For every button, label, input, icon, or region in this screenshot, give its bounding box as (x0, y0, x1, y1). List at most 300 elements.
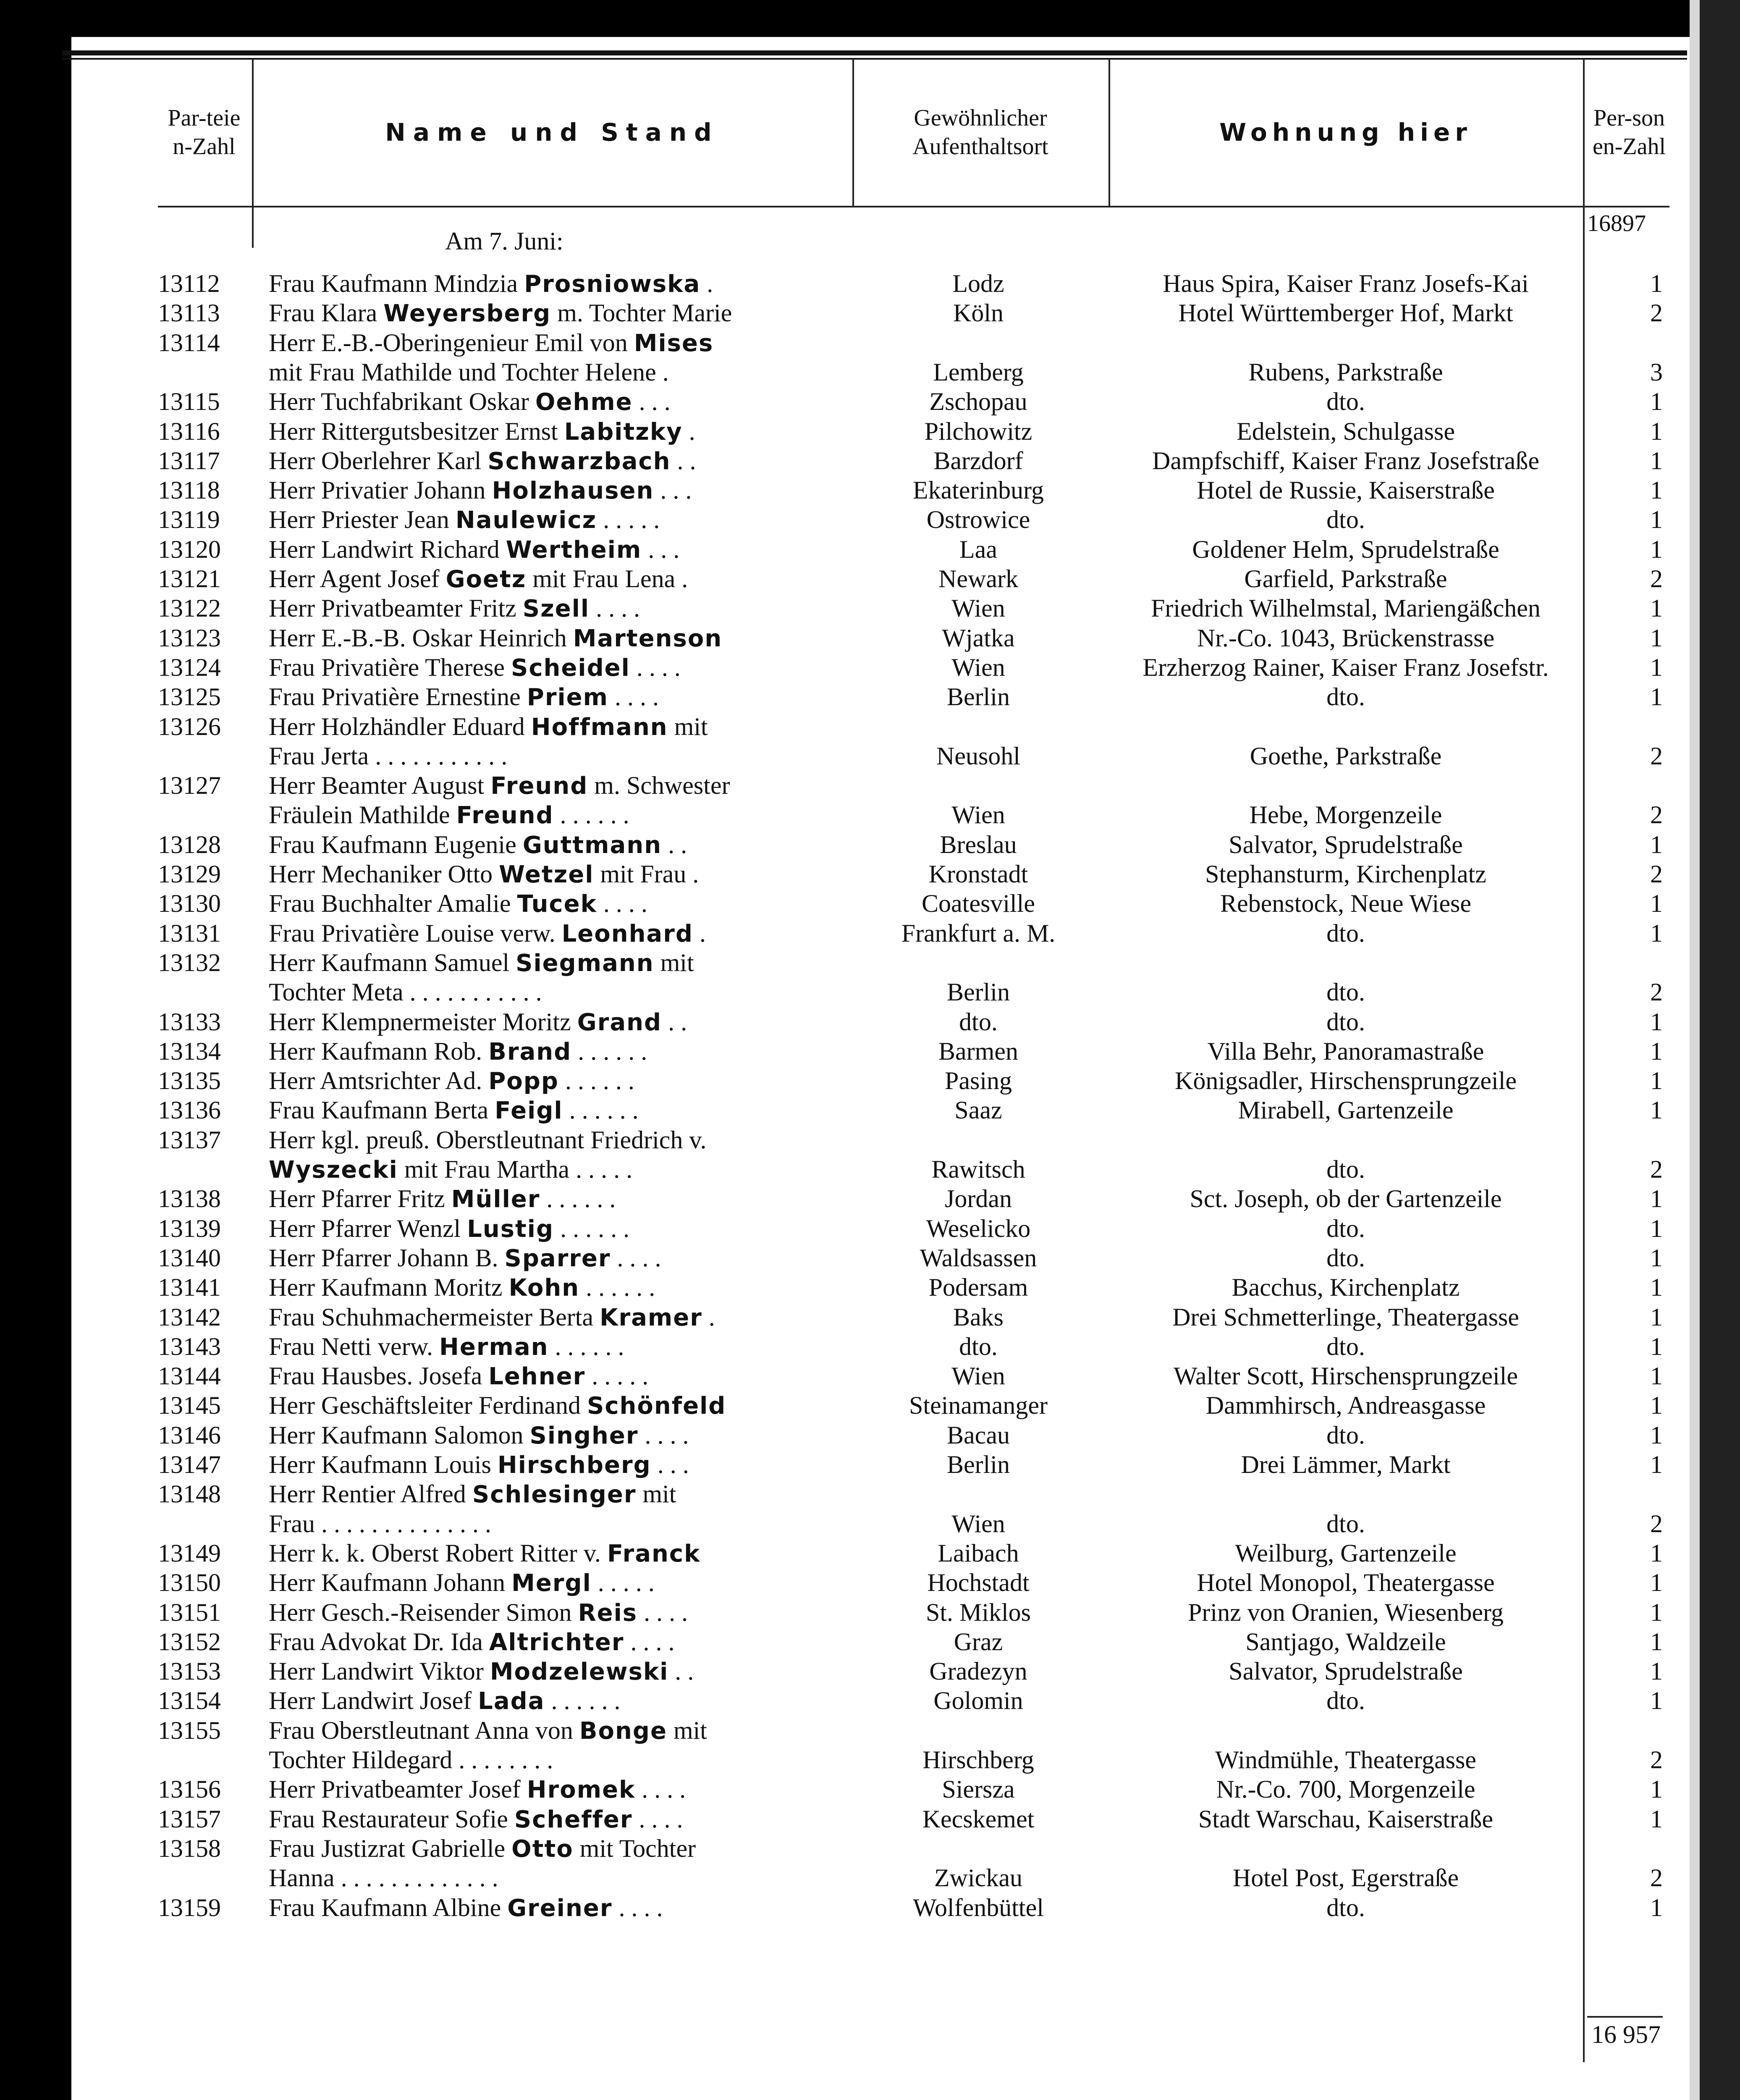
surname: Priem (527, 684, 608, 711)
residence: Wien (951, 1509, 1005, 1538)
name-prefix: Frau Privatière Ernestine (269, 683, 527, 711)
name-suffix: mit Frau . (594, 860, 699, 888)
surname: Hromek (527, 1776, 636, 1804)
name-prefix: Herr Privatbeamter Josef (269, 1775, 527, 1803)
surname: Popp (488, 1068, 559, 1095)
name-prefix: Herr Priester Jean (269, 506, 456, 534)
person-count: 1 (1650, 535, 1663, 563)
residence: Podersam (928, 1273, 1028, 1302)
surname: Bonge (579, 1717, 667, 1745)
table-row (0, 741, 1740, 771)
name-prefix: Herr Kaufmann Louis (269, 1451, 498, 1478)
table-row (0, 1037, 1740, 1066)
residence: Wolfenbüttel (913, 1893, 1044, 1922)
name-stand-cell (269, 623, 840, 654)
surname: Herman (439, 1333, 549, 1361)
name-suffix: . . . . . . (548, 1332, 624, 1360)
person-count: 1 (1650, 1214, 1663, 1242)
surname: Lehner (488, 1363, 586, 1391)
party-number: 13125 (158, 683, 221, 711)
name-prefix: Herr Kaufmann Johann (269, 1569, 512, 1597)
name-prefix: Herr Holzhändler Eduard (269, 712, 531, 740)
surname: Kohn (508, 1274, 580, 1302)
name-stand-cell (269, 1804, 840, 1835)
name-stand-cell (269, 771, 840, 801)
table-row (0, 1834, 1740, 1863)
person-count: 1 (1650, 1598, 1663, 1626)
name-prefix: Frau Jerta . . . . . . . . . . . (269, 742, 508, 770)
residence: Frankfurt a. M. (901, 919, 1056, 947)
table-row (0, 387, 1740, 416)
surname: Sparrer (504, 1244, 611, 1272)
name-suffix: . . . . (632, 1805, 683, 1833)
person-count: 1 (1650, 830, 1663, 858)
name-suffix: m. Schwester (588, 772, 730, 800)
name-prefix: Herr Amtsrichter Ad. (269, 1067, 489, 1095)
surname: Wyszecki (269, 1156, 398, 1184)
lodging: Santjago, Waldzeile (1245, 1628, 1446, 1656)
name-stand-cell (269, 1420, 840, 1451)
name-suffix: mit (667, 1716, 707, 1744)
party-number: 13150 (158, 1569, 221, 1597)
party-number: 13141 (158, 1273, 221, 1302)
table-row (0, 1066, 1740, 1095)
table-row (0, 1774, 1740, 1804)
table-row (0, 1420, 1740, 1450)
name-stand-cell (269, 653, 840, 683)
table-row (0, 1450, 1740, 1479)
person-count: 1 (1650, 1008, 1663, 1036)
table-row (0, 1568, 1740, 1597)
name-prefix: Frau Schuhmachermeister Berta (269, 1303, 600, 1331)
name-stand-cell (269, 1893, 840, 1923)
residence: Berlin (947, 978, 1010, 1006)
name-suffix: . . . . . . (540, 1185, 616, 1213)
lodging: dto. (1326, 1332, 1365, 1360)
name-suffix: . (700, 270, 713, 297)
table-row (0, 771, 1740, 800)
person-count: 1 (1650, 1893, 1663, 1922)
name-suffix: . . . (654, 476, 692, 504)
person-count: 1 (1650, 890, 1663, 918)
party-number: 13115 (158, 388, 220, 416)
person-count: 1 (1650, 1569, 1663, 1597)
surname: Mergl (511, 1570, 592, 1597)
name-suffix: mit (636, 1480, 676, 1508)
person-count: 1 (1650, 1539, 1663, 1567)
lodging: Rebenstock, Neue Wiese (1220, 890, 1471, 918)
surname: Reis (578, 1599, 638, 1627)
name-stand-cell (269, 919, 840, 949)
lodging: Prinz von Oranien, Wiesenberg (1188, 1598, 1504, 1626)
lodging: Drei Schmetterlinge, Theatergasse (1172, 1303, 1519, 1331)
lodging: Erzherzog Rainer, Kaiser Franz Josefstr. (1143, 653, 1549, 681)
surname: Schwarzbach (487, 447, 671, 475)
residence: Jordan (945, 1185, 1012, 1213)
table-row (0, 535, 1740, 564)
lodging: Sct. Joseph, ob der Gartenzeile (1190, 1185, 1502, 1213)
residence: Pilchowitz (924, 417, 1032, 445)
table-row (0, 593, 1740, 623)
surname: Holzhausen (492, 477, 654, 505)
residence: Köln (953, 299, 1004, 327)
party-number: 13134 (158, 1037, 221, 1065)
party-number: 13142 (158, 1303, 221, 1331)
table-row (0, 889, 1740, 918)
residence: Zschopau (929, 388, 1027, 416)
party-number: 13118 (158, 476, 220, 504)
surname: Goetz (445, 566, 527, 593)
top-rule-thin (62, 58, 1687, 60)
residence: Zwickau (934, 1864, 1022, 1892)
name-stand-cell (269, 357, 840, 388)
table-row (0, 1745, 1740, 1774)
residence: Hochstadt (927, 1569, 1030, 1597)
residence: Steinamanger (909, 1391, 1048, 1420)
party-number: 13135 (158, 1067, 221, 1095)
name-prefix: mit Frau Mathilde und Tochter Helene . (269, 358, 669, 386)
person-count: 1 (1650, 1451, 1663, 1478)
name-suffix: . . (671, 446, 696, 475)
person-count: 1 (1650, 1775, 1663, 1803)
lodging: Bacchus, Kirchenplatz (1232, 1273, 1460, 1302)
table-row (0, 1656, 1740, 1686)
name-stand-cell (269, 948, 840, 978)
table-row (0, 328, 1740, 357)
name-prefix: Tochter Meta . . . . . . . . . . . (269, 978, 542, 1006)
party-number: 13143 (158, 1332, 221, 1360)
person-count: 2 (1650, 742, 1663, 770)
name-suffix: . . . . . (591, 1569, 655, 1597)
surname: Schönfeld (587, 1392, 726, 1420)
surname: Szell (522, 595, 590, 623)
lodging: Goethe, Parkstraße (1250, 742, 1442, 770)
person-count: 1 (1650, 1421, 1663, 1449)
table-row (0, 1184, 1740, 1213)
lodging: dto. (1326, 1509, 1365, 1538)
name-prefix: Herr Kaufmann Moritz (269, 1273, 509, 1302)
party-number: 13151 (158, 1598, 221, 1626)
surname: Kramer (600, 1304, 702, 1331)
party-number: 13112 (158, 270, 220, 297)
surname: Weyersberg (383, 300, 551, 328)
header-name-stand: Name und Stand (385, 118, 719, 147)
name-stand-cell (269, 1598, 840, 1628)
name-suffix: . . (662, 1008, 687, 1036)
table-row (0, 1686, 1740, 1715)
name-suffix: . . (668, 1657, 694, 1685)
name-stand-cell (269, 859, 840, 890)
party-number: 13126 (158, 712, 221, 740)
name-prefix: Herr Privatier Johann (269, 476, 492, 504)
residence: Newark (938, 565, 1018, 593)
person-count: 1 (1650, 388, 1663, 416)
residence: Kecskemet (922, 1805, 1035, 1833)
table-row (0, 1391, 1740, 1420)
name-suffix: . (682, 417, 695, 445)
name-stand-cell (269, 800, 840, 830)
lodging: Hotel Monopol, Theatergasse (1197, 1569, 1495, 1597)
name-stand-cell (269, 1095, 840, 1126)
header-parteien: Par-teien-Zahl (168, 105, 241, 160)
table-row (0, 564, 1740, 593)
party-number: 13145 (158, 1391, 221, 1420)
name-suffix: . . . . . . (553, 801, 629, 829)
name-stand-cell (269, 741, 840, 772)
person-count: 1 (1650, 476, 1663, 504)
lodging: dto. (1326, 506, 1365, 534)
surname: Schlesinger (472, 1481, 637, 1509)
name-prefix: Frau Klara (269, 299, 384, 327)
name-stand-cell (269, 269, 840, 299)
table-row (0, 417, 1740, 446)
party-number: 13128 (158, 830, 221, 858)
header-bottom-rule (158, 206, 1669, 207)
party-number: 13155 (158, 1716, 221, 1744)
party-number: 13139 (158, 1214, 221, 1242)
name-stand-cell (269, 1361, 840, 1391)
person-count: 1 (1650, 594, 1663, 622)
residence: Gradezyn (929, 1657, 1027, 1685)
residence: Berlin (947, 683, 1010, 711)
table-row (0, 1804, 1740, 1834)
lodging: Edelstein, Schulgasse (1237, 417, 1455, 445)
person-count: 1 (1650, 446, 1663, 475)
residence: Laa (959, 535, 997, 563)
name-prefix: Herr Pfarrer Wenzl (269, 1214, 467, 1242)
party-number: 13156 (158, 1775, 221, 1803)
name-stand-cell (269, 1568, 840, 1598)
party-number: 13117 (158, 446, 220, 475)
table-row (0, 1538, 1740, 1568)
table-row (0, 800, 1740, 830)
lodging: Salvator, Sprudelstraße (1229, 1657, 1463, 1685)
name-stand-cell (269, 1834, 840, 1864)
name-suffix: . . . . . . (571, 1037, 647, 1065)
party-number: 13114 (158, 328, 220, 357)
name-suffix: . . . (642, 535, 680, 563)
residence: dto. (959, 1008, 998, 1036)
lodging: Königsadler, Hirschensprungzeile (1174, 1067, 1517, 1095)
col-rule-3 (1108, 59, 1110, 206)
name-suffix: . . . . (638, 1421, 689, 1449)
name-prefix: Frau Kaufmann Berta (269, 1096, 495, 1124)
header-personen: Per-sonen-Zahl (1592, 105, 1666, 160)
lodging: Nr.-Co. 700, Morgenzeile (1216, 1775, 1475, 1803)
table-row (0, 446, 1740, 475)
party-number: 13152 (158, 1628, 221, 1656)
table-row (0, 298, 1740, 328)
name-stand-cell (269, 298, 840, 328)
table-row (0, 269, 1740, 298)
person-count: 1 (1650, 624, 1663, 652)
name-prefix: Fräulein Mathilde (269, 801, 456, 829)
table-row (0, 1863, 1740, 1893)
surname: Müller (451, 1186, 540, 1213)
name-suffix: . . . . (590, 594, 640, 622)
lodging: Haus Spira, Kaiser Franz Josefs-Kai (1163, 270, 1529, 297)
name-suffix: mit Frau Lena . (526, 565, 688, 593)
name-suffix: m. Tochter Marie (551, 299, 732, 327)
name-prefix: Frau . . . . . . . . . . . . . . (269, 1509, 491, 1538)
party-number: 13138 (158, 1185, 221, 1213)
top-rule (62, 50, 1687, 55)
name-suffix: . . . . . . (545, 1687, 621, 1715)
name-prefix: Herr Kaufmann Rob. (269, 1037, 489, 1065)
party-number: 13127 (158, 772, 221, 800)
name-stand-cell (269, 1302, 840, 1333)
person-count: 1 (1650, 1037, 1663, 1065)
party-number: 13120 (158, 535, 221, 563)
residence: Wien (951, 594, 1005, 622)
residence: Neusohl (936, 742, 1020, 770)
person-count: 2 (1650, 1864, 1663, 1892)
name-stand-cell (269, 505, 840, 535)
name-suffix: mit Frau Martha . . . . . (398, 1155, 633, 1183)
name-suffix: . (693, 919, 706, 947)
residence: Wien (951, 1362, 1005, 1390)
name-prefix: Frau Netti verw. (269, 1332, 439, 1360)
person-count: 1 (1650, 1096, 1663, 1124)
table-row (0, 653, 1740, 682)
name-suffix: . . (662, 830, 687, 858)
surname: Leonhard (561, 920, 693, 948)
lodging: Dammhirsch, Andreasgasse (1205, 1391, 1486, 1420)
col-rule-4 (1583, 59, 1585, 206)
name-stand-cell (269, 1391, 840, 1421)
surname: Feigl (495, 1097, 563, 1125)
person-count: 2 (1650, 299, 1663, 327)
lodging: Goldener Helm, Sprudelstraße (1192, 535, 1499, 563)
name-stand-cell (269, 830, 840, 860)
party-number: 13146 (158, 1421, 221, 1449)
party-number: 13124 (158, 653, 221, 681)
party-number: 13132 (158, 948, 221, 976)
person-count: 2 (1650, 801, 1663, 829)
name-prefix: Herr Privatbeamter Fritz (269, 594, 523, 622)
name-stand-cell (269, 475, 840, 506)
party-number: 13149 (158, 1539, 221, 1567)
person-count: 2 (1650, 1155, 1663, 1183)
name-prefix: Herr Kaufmann Samuel (269, 948, 516, 976)
lodging: Dampfschiff, Kaiser Franz Josefstraße (1152, 446, 1539, 475)
name-stand-cell (269, 1863, 840, 1893)
name-suffix: mit (654, 948, 694, 976)
name-stand-cell (269, 387, 840, 417)
name-stand-cell (269, 1214, 840, 1244)
person-count: 1 (1650, 1687, 1663, 1715)
name-prefix: Herr Oberlehrer Karl (269, 446, 488, 475)
name-prefix: Frau Advokat Dr. Ida (269, 1628, 489, 1656)
party-number: 13121 (158, 565, 221, 593)
table-row (0, 1479, 1740, 1509)
surname: Naulewicz (455, 507, 597, 534)
person-count: 1 (1650, 1303, 1663, 1331)
party-number: 13130 (158, 890, 221, 918)
col-rule-1b (252, 206, 254, 248)
name-stand-cell (269, 1243, 840, 1273)
person-count: 2 (1650, 860, 1663, 888)
table-row (0, 1509, 1740, 1538)
name-stand-cell (269, 1716, 840, 1746)
lodging: Weilburg, Gartenzeile (1235, 1539, 1457, 1567)
party-number: 13113 (158, 299, 220, 327)
lodging: dto. (1326, 978, 1365, 1006)
person-count: 1 (1650, 1657, 1663, 1685)
party-number: 13159 (158, 1893, 221, 1922)
residence: Lodz (952, 270, 1004, 297)
name-prefix: Frau Justizrat Gabrielle (269, 1834, 512, 1862)
table-row (0, 859, 1740, 889)
name-prefix: Frau Hausbes. Josefa (269, 1362, 489, 1390)
lodging: Hotel de Russie, Kaiserstraße (1197, 476, 1495, 504)
name-prefix: Herr Beamter August (269, 772, 491, 800)
residence: Coatesville (922, 890, 1035, 918)
party-number: 13119 (158, 506, 220, 534)
lodging: dto. (1326, 1421, 1365, 1449)
person-count: 2 (1650, 978, 1663, 1006)
name-stand-cell (269, 682, 840, 712)
surname: Freund (456, 802, 554, 830)
name-stand-cell (269, 712, 840, 742)
lodging: Friedrich Wilhelmstal, Mariengäßchen (1151, 594, 1541, 622)
name-suffix: . . . . (637, 1598, 688, 1626)
name-prefix: Frau Restaurateur Sofie (269, 1805, 514, 1833)
residence: Laibach (938, 1539, 1019, 1567)
name-suffix: . . . . . (585, 1362, 649, 1390)
header-wohnung: Wohnung hier (1219, 118, 1472, 147)
name-stand-cell (269, 1007, 840, 1037)
surname: Lada (478, 1688, 545, 1715)
name-stand-cell (269, 1184, 840, 1214)
person-count: 1 (1650, 1067, 1663, 1095)
party-number: 13153 (158, 1657, 221, 1685)
lodging: dto. (1326, 1893, 1365, 1922)
surname: Mises (634, 329, 714, 357)
party-number: 13144 (158, 1362, 221, 1390)
name-prefix: Herr Agent Josef (269, 565, 446, 593)
name-suffix: . . . . (624, 1628, 675, 1656)
name-suffix: . . . . (611, 1244, 661, 1272)
person-count: 1 (1650, 919, 1663, 947)
scan-border-top (0, 0, 1740, 37)
name-prefix: Tochter Hildegard . . . . . . . . (269, 1746, 553, 1774)
party-number: 13140 (158, 1244, 221, 1272)
residence: Weselicko (926, 1214, 1031, 1242)
table-row (0, 1302, 1740, 1332)
party-number: 13137 (158, 1126, 221, 1154)
name-suffix: . . . . (597, 890, 647, 918)
name-prefix: Herr Pfarrer Fritz (269, 1185, 451, 1213)
lodging: Salvator, Sprudelstraße (1229, 830, 1463, 858)
name-prefix: Frau Kaufmann Albine (269, 1893, 508, 1922)
residence: Barzdorf (933, 446, 1023, 475)
residence: Ostrowice (926, 506, 1030, 534)
residence: Berlin (947, 1451, 1010, 1478)
person-count: 1 (1650, 270, 1663, 297)
party-number: 13129 (158, 860, 221, 888)
residence: Wien (951, 801, 1005, 829)
table-row (0, 1007, 1740, 1037)
person-count: 1 (1650, 1628, 1663, 1656)
table-row (0, 1155, 1740, 1184)
name-prefix: Herr Rentier Alfred (269, 1480, 472, 1508)
party-number: 13116 (158, 417, 220, 445)
table-row (0, 505, 1740, 534)
surname: Siegmann (516, 949, 654, 977)
name-suffix: . . . (632, 388, 671, 416)
name-stand-cell (269, 977, 840, 1008)
